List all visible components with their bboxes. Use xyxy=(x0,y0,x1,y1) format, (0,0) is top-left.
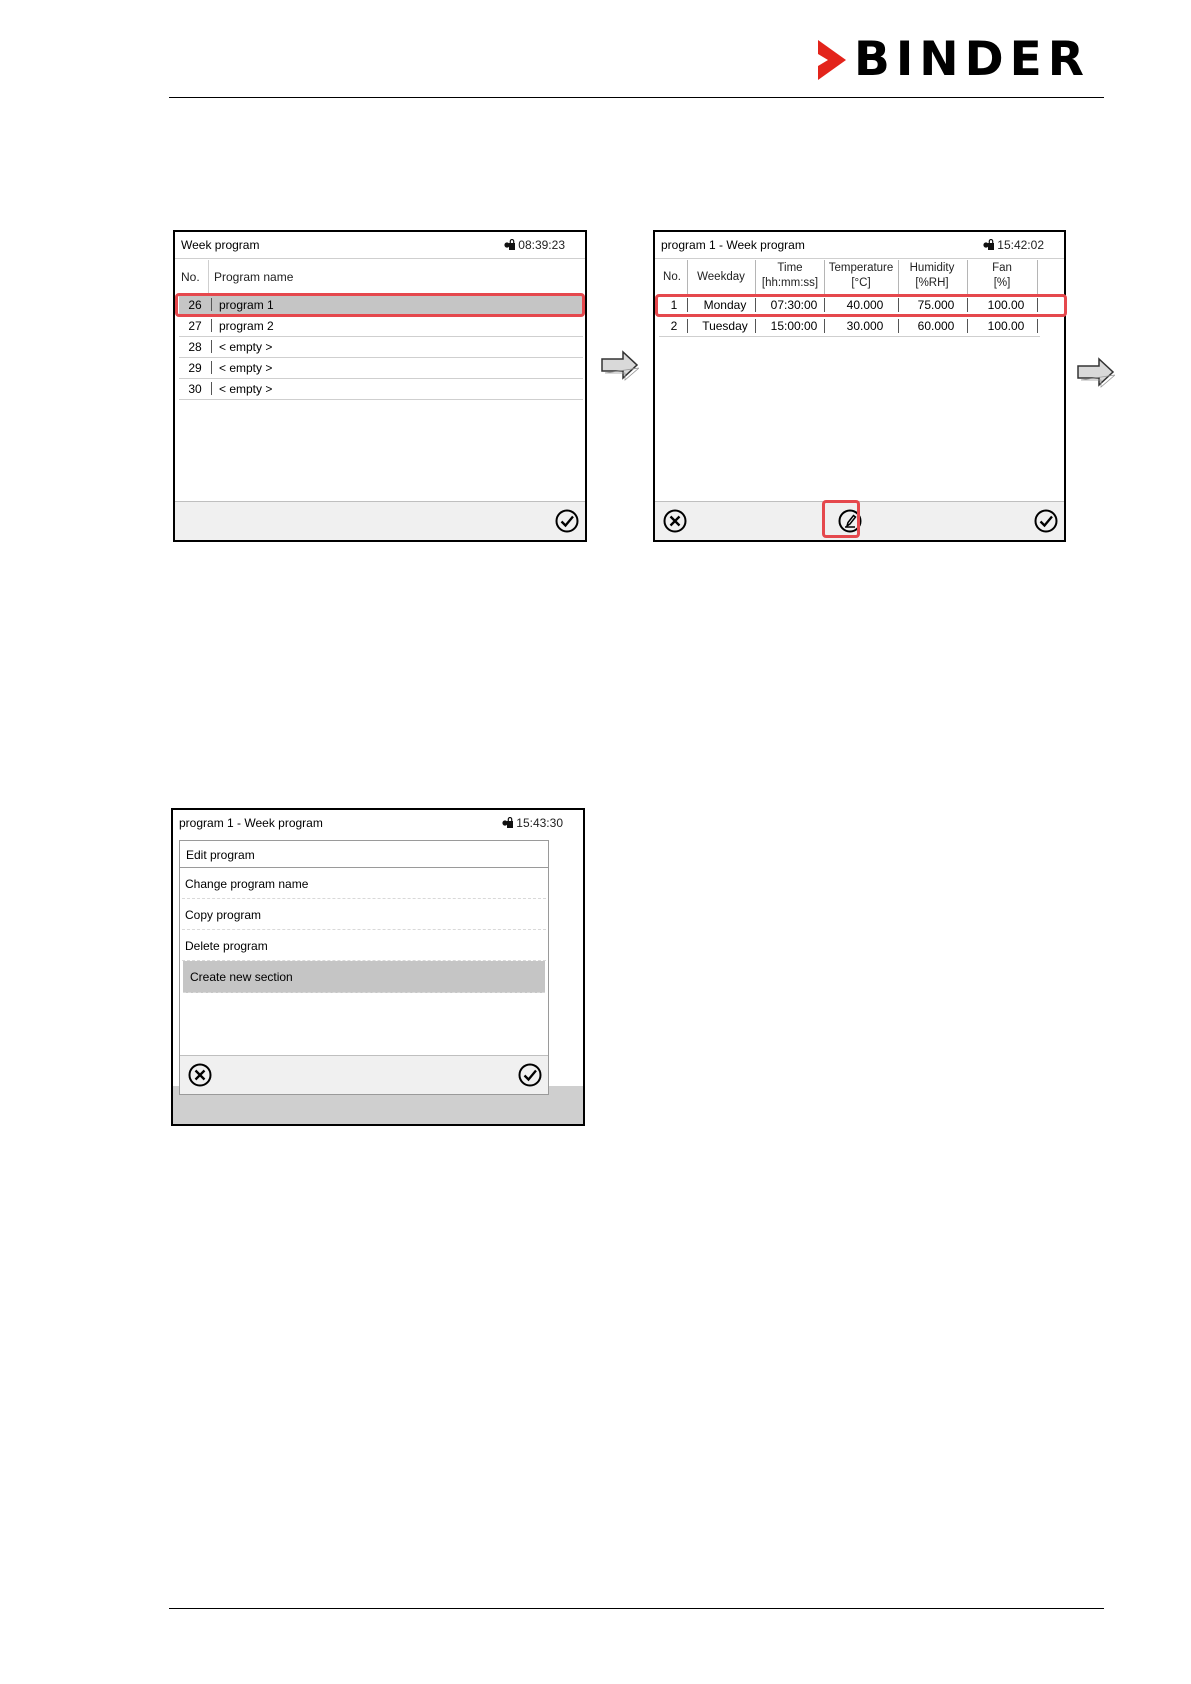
cell-no: 1 xyxy=(670,298,678,312)
cell-humidity: 60.000 xyxy=(917,319,955,333)
column-divider xyxy=(898,260,899,294)
header-rule xyxy=(169,97,1104,98)
edit-program-screen xyxy=(171,808,585,1126)
column-header-humidity xyxy=(899,261,965,291)
menu-item-label: Copy program xyxy=(185,908,262,922)
menu-item-label: Create new section xyxy=(190,970,293,984)
screen-title: program 1 - Week program xyxy=(661,238,805,252)
cell-divider xyxy=(211,361,212,374)
program-row[interactable] xyxy=(179,316,583,337)
lock-icon xyxy=(502,817,513,828)
clock xyxy=(504,238,565,252)
cell-divider xyxy=(211,340,212,353)
program-name: < empty > xyxy=(219,382,273,396)
header-unit: [°C] xyxy=(851,277,871,289)
menu-item-label: Delete program xyxy=(185,939,268,953)
column-header-time xyxy=(757,261,823,291)
cell-temperature: 40.000 xyxy=(846,298,884,312)
clock-time: 08:39:23 xyxy=(518,238,565,252)
button-bar xyxy=(175,501,585,540)
close-circle-icon[interactable] xyxy=(188,1063,212,1087)
cell-time: 07:30:00 xyxy=(770,298,818,312)
column-header-no: No. xyxy=(181,270,200,284)
edit-button-highlight xyxy=(822,500,860,538)
check-circle-icon[interactable] xyxy=(1034,509,1058,533)
column-header-no: No. xyxy=(663,271,681,283)
cell-divider xyxy=(687,319,688,333)
program-number: 26 xyxy=(188,298,202,312)
cell-divider xyxy=(824,319,825,333)
program-number: 29 xyxy=(188,361,202,375)
header-label: Humidity xyxy=(909,262,955,274)
header-unit: [%RH] xyxy=(915,277,949,289)
cell-divider xyxy=(211,382,212,395)
cell-no: 2 xyxy=(670,319,678,333)
menu-item-change-program-name[interactable] xyxy=(182,868,546,899)
program-number: 28 xyxy=(188,340,202,354)
dialog-title-bar xyxy=(180,841,548,868)
cell-humidity: 75.000 xyxy=(917,298,955,312)
program-number: 27 xyxy=(188,319,202,333)
header-unit: [hh:mm:ss] xyxy=(761,277,819,289)
column-divider xyxy=(824,260,825,294)
cell-time: 15:00:00 xyxy=(770,319,818,333)
cell-fan: 100.00 xyxy=(987,298,1025,312)
program-name: program 2 xyxy=(219,319,274,333)
column-header-fan xyxy=(969,261,1035,291)
title-bar xyxy=(173,810,583,836)
menu-item-label: Change program name xyxy=(185,877,309,891)
cell-divider xyxy=(211,319,212,332)
title-bar xyxy=(175,232,585,259)
button-bar xyxy=(655,501,1064,540)
lock-icon xyxy=(983,239,994,250)
brand-triangle-icon xyxy=(816,36,850,84)
menu-item-create-new-section[interactable] xyxy=(183,961,545,993)
dialog-title: Edit program xyxy=(186,848,255,862)
cell-weekday: Tuesday xyxy=(702,319,748,333)
title-bar xyxy=(655,232,1064,259)
cell-divider xyxy=(755,319,756,333)
header-label: Fan xyxy=(992,262,1012,274)
column-header-program-name: Program name xyxy=(214,270,294,284)
column-divider xyxy=(1037,260,1038,294)
column-divider xyxy=(755,260,756,294)
screen-title: program 1 - Week program xyxy=(179,816,323,830)
header-label: Temperature xyxy=(828,262,894,274)
brand-name: BINDER xyxy=(854,32,1090,87)
clock xyxy=(983,238,1044,252)
clock xyxy=(502,816,563,830)
column-divider xyxy=(967,260,968,294)
section-row[interactable] xyxy=(659,316,1040,337)
arrow-right-icon xyxy=(1075,355,1115,389)
program-name: < empty > xyxy=(219,340,273,354)
check-circle-icon[interactable] xyxy=(555,509,579,533)
edit-program-dialog xyxy=(179,840,549,1095)
selection-highlight xyxy=(175,293,585,317)
cell-fan: 100.00 xyxy=(987,319,1025,333)
menu-item-delete-program[interactable] xyxy=(182,930,546,961)
column-divider xyxy=(687,260,688,294)
program-name: program 1 xyxy=(219,298,274,312)
check-circle-icon[interactable] xyxy=(518,1063,542,1087)
header-label: Time xyxy=(777,262,803,274)
clock-time: 15:42:02 xyxy=(997,238,1044,252)
week-program-sections-screen xyxy=(653,230,1066,542)
cell-weekday: Monday xyxy=(703,298,747,312)
program-number: 30 xyxy=(188,382,202,396)
clock-time: 15:43:30 xyxy=(516,816,563,830)
header-unit: [%] xyxy=(993,277,1011,289)
cell-temperature: 30.000 xyxy=(846,319,884,333)
dialog-button-bar xyxy=(180,1055,548,1094)
lock-icon xyxy=(504,239,515,250)
column-header-weekday: Weekday xyxy=(697,271,745,283)
screen-title: Week program xyxy=(181,238,260,252)
program-row[interactable] xyxy=(179,337,583,358)
cell-divider xyxy=(898,319,899,333)
cell-divider xyxy=(1037,319,1038,333)
cell-divider xyxy=(967,319,968,333)
arrow-right-icon xyxy=(599,348,639,382)
program-row[interactable] xyxy=(179,358,583,379)
program-name: < empty > xyxy=(219,361,273,375)
close-circle-icon[interactable] xyxy=(663,509,687,533)
binder-logo xyxy=(816,32,1106,87)
program-row[interactable] xyxy=(179,379,583,400)
week-program-list-screen xyxy=(173,230,587,542)
column-header-temperature xyxy=(825,261,897,291)
footer-rule xyxy=(169,1608,1104,1609)
column-divider xyxy=(208,260,209,294)
menu-item-copy-program[interactable] xyxy=(182,899,546,930)
selection-highlight xyxy=(655,294,1067,317)
